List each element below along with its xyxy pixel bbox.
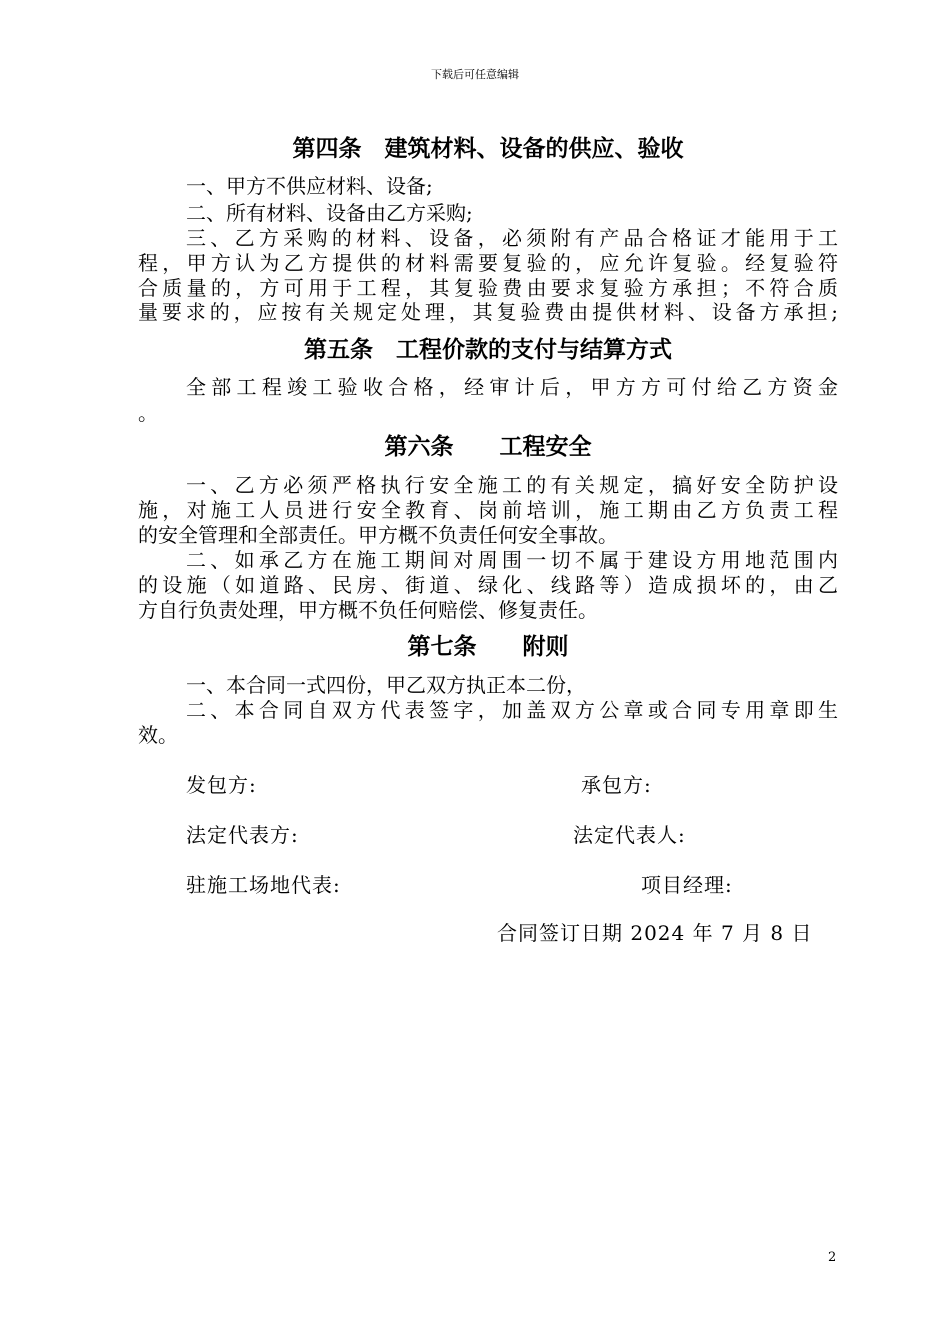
- legal-representative-a-label: 法定代表方:: [186, 823, 299, 847]
- article-7-title: 第七条 附则: [407, 634, 569, 660]
- article-6-line-3: 的安全管理和全部责任。甲方概不负责任何安全事故。: [138, 523, 618, 547]
- article-4-line-4: 程，甲方认为乙方提供的材料需要复验的，应允许复验。经复验符: [138, 251, 838, 275]
- article-5-line-2: 。: [138, 401, 158, 425]
- contractor-party-a-label: 发包方:: [186, 773, 257, 797]
- article-4-title: 第四条 建筑材料、设备的供应、验收: [292, 136, 684, 162]
- article-5-title: 第五条 工程价款的支付与结算方式: [304, 337, 672, 363]
- article-4-line-3: 三、乙方采购的材料、设备，必须附有产品合格证才能用于工: [186, 226, 838, 250]
- project-manager-label: 项目经理:: [641, 873, 733, 897]
- article-4-line-2: 二、所有材料、设备由乙方采购;: [186, 201, 473, 225]
- page-header: 下载后可任意编辑: [431, 68, 519, 81]
- article-7-line-3: 效。: [138, 723, 178, 747]
- article-6-title: 第六条 工程安全: [384, 434, 592, 460]
- article-4-line-1: 一、甲方不供应材料、设备;: [186, 174, 433, 198]
- site-representative-label: 驻施工场地代表:: [186, 873, 341, 897]
- article-5-line-1: 全部工程竣工验收合格，经审计后，甲方方可付给乙方资金: [186, 375, 838, 399]
- article-6-line-6: 方自行负责处理，甲方概不负任何赔偿、修复责任。: [138, 598, 598, 622]
- article-6-line-5: 的设施（如道路、民房、街道、绿化、线路等）造成损坏的，由乙: [138, 573, 838, 597]
- legal-representative-b-label: 法定代表人:: [573, 823, 686, 847]
- article-7-line-1: 一、本合同一式四份，甲乙双方执正本二份，: [186, 673, 586, 697]
- article-6-line-1: 一、乙方必须严格执行安全施工的有关规定，搞好安全防护设: [186, 473, 838, 497]
- contract-sign-date: 合同签订日期 2024 年 7 月 8 日: [497, 921, 813, 945]
- page-number: 2: [828, 1250, 837, 1265]
- contractor-party-b-label: 承包方:: [581, 773, 652, 797]
- article-7-line-2: 二、本合同自双方代表签字，加盖双方公章或合同专用章即生: [186, 698, 838, 722]
- article-6-line-2: 施，对施工人员进行安全教育、岗前培训，施工期由乙方负责工程: [138, 498, 838, 522]
- article-4-line-5: 合质量的，方可用于工程，其复验费由要求复验方承担；不符合质: [138, 276, 838, 300]
- article-4-line-6: 量要求的，应按有关规定处理，其复验费由提供材料、设备方承担;: [138, 300, 838, 324]
- article-6-line-4: 二、如承乙方在施工期间对周围一切不属于建设方用地范围内: [186, 548, 838, 572]
